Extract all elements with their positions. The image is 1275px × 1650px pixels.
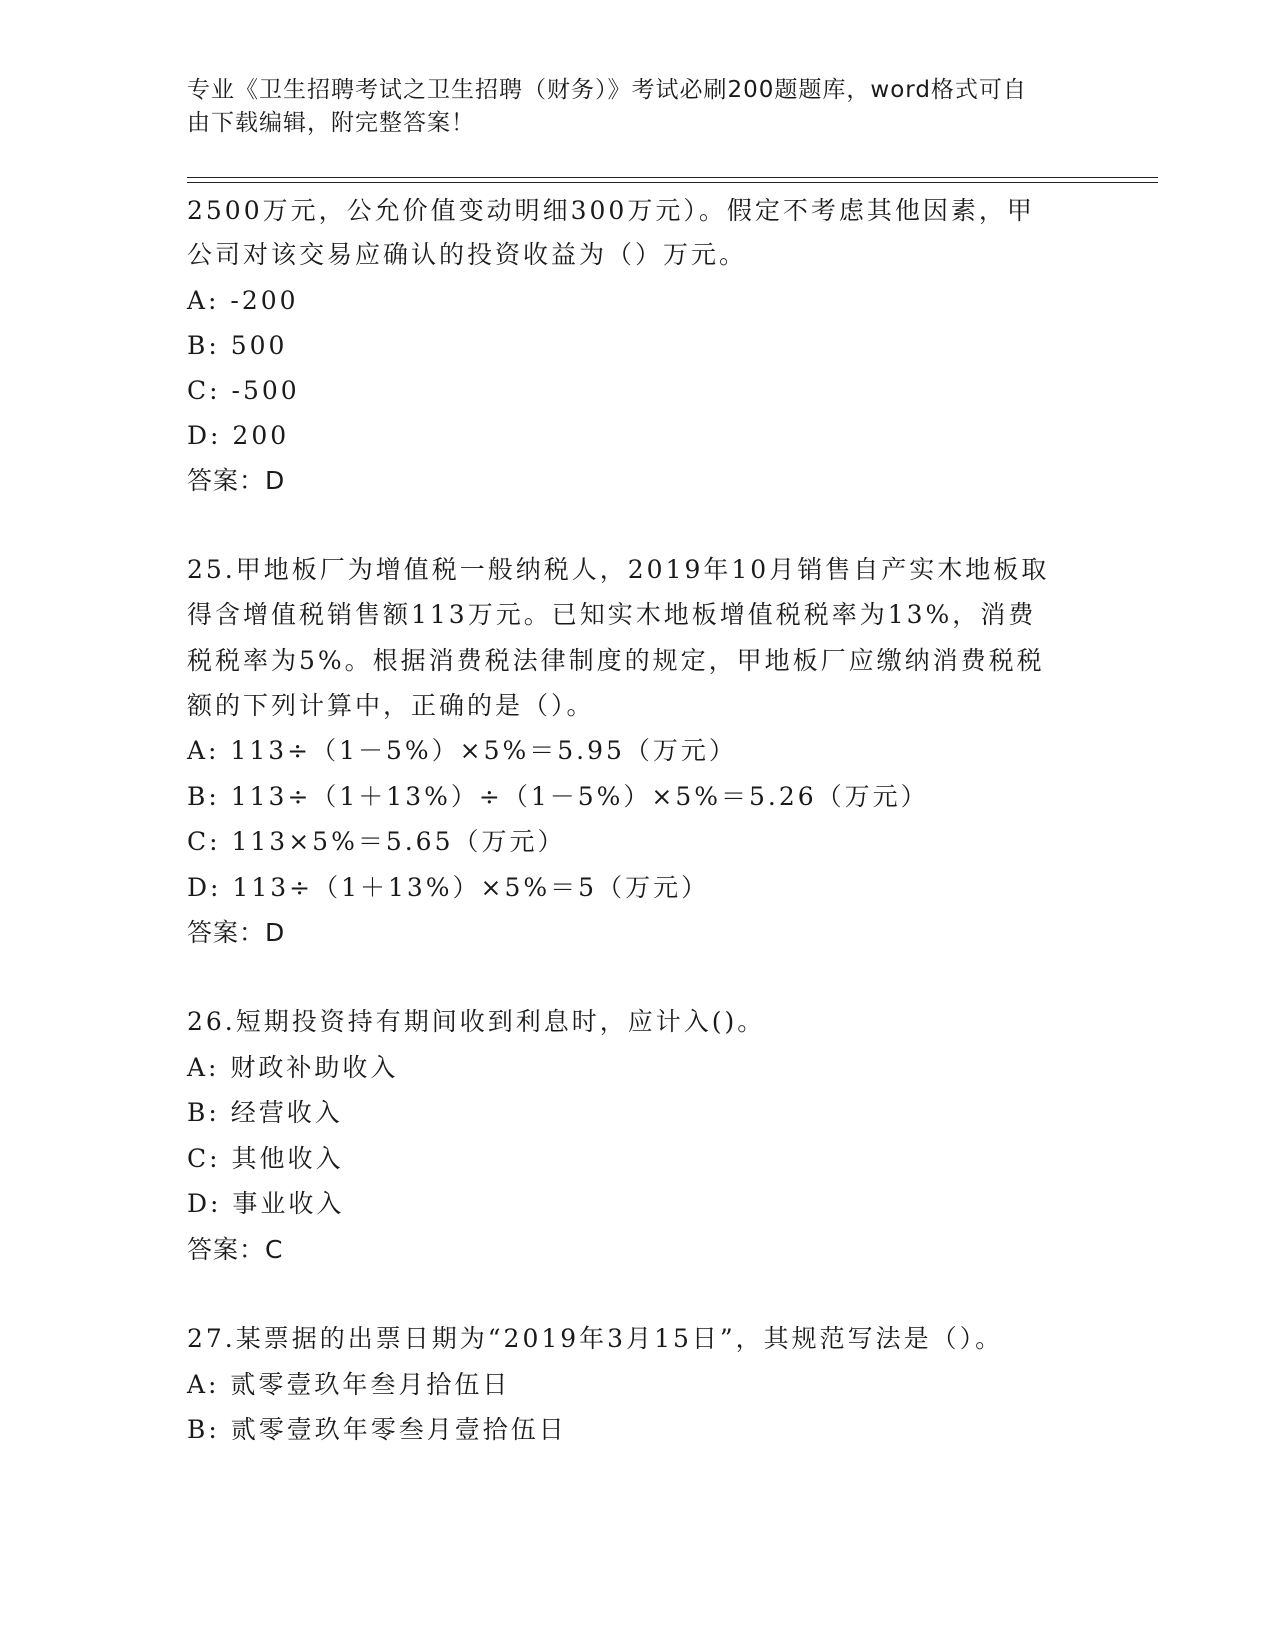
q26-option-c: C: 其他收入: [187, 1144, 344, 1173]
q25-option-c: C: 113×5%＝5.65（万元）: [187, 827, 566, 856]
q25-option-b: B: 113÷（1＋13%）÷（1－5%）×5%＝5.26（万元）: [187, 782, 929, 811]
q26-answer: 答案：C: [187, 1235, 284, 1264]
header-title-line-2: 由下载编辑，附完整答案！: [187, 110, 475, 136]
header-divider-bottom: [187, 182, 1158, 183]
q24-option-d: D: 200: [187, 421, 290, 450]
q27-stem-line-1: 27.某票据的出票日期为“2019年3月15日”，其规范写法是（）。: [187, 1324, 1004, 1353]
q26-option-a: A: 财政补助收入: [187, 1053, 399, 1082]
q24-option-b: B: 500: [187, 331, 288, 360]
q27-option-a: A: 贰零壹玖年叁月拾伍日: [187, 1370, 511, 1399]
q24-stem-line-1: 2500万元，公允价值变动明细300万元）。假定不考虑其他因素，甲: [187, 196, 1035, 225]
q25-option-d: D: 113÷（1＋13%）×5%＝5（万元）: [187, 873, 710, 902]
q25-answer: 答案：D: [187, 918, 286, 947]
q24-option-a: A: -200: [187, 286, 299, 315]
q25-stem-line-3: 税税率为5%。根据消费税法律制度的规定，甲地板厂应缴纳消费税税: [187, 646, 1045, 675]
q25-stem-line-2: 得含增值税销售额113万元。已知实木地板增值税税率为13%，消费: [187, 600, 1037, 629]
q26-option-d: D: 事业收入: [187, 1189, 345, 1218]
q24-option-c: C: -500: [187, 376, 300, 405]
header-title-line-1: 专业《卫生招聘考试之卫生招聘（财务）》考试必刷200题题库，word格式可自: [187, 77, 1027, 103]
q25-stem-line-4: 额的下列计算中，正确的是（）。: [187, 691, 595, 720]
q25-option-a: A: 113÷（1－5%）×5%＝5.95（万元）: [187, 736, 737, 765]
document-header: [187, 74, 1067, 140]
q24-answer: 答案：D: [187, 466, 286, 495]
q24-stem-line-2: 公司对该交易应确认的投资收益为（）万元。: [187, 240, 748, 269]
q26-option-b: B: 经营收入: [187, 1098, 343, 1127]
header-divider-top: [187, 177, 1158, 178]
q25-stem-line-1: 25.甲地板厂为增值税一般纳税人，2019年10月销售自产实木地板取: [187, 555, 1050, 584]
q27-option-b: B: 贰零壹玖年零叁月壹拾伍日: [187, 1415, 567, 1444]
q26-stem-line-1: 26.短期投资持有期间收到利息时，应计入()。: [187, 1007, 766, 1036]
